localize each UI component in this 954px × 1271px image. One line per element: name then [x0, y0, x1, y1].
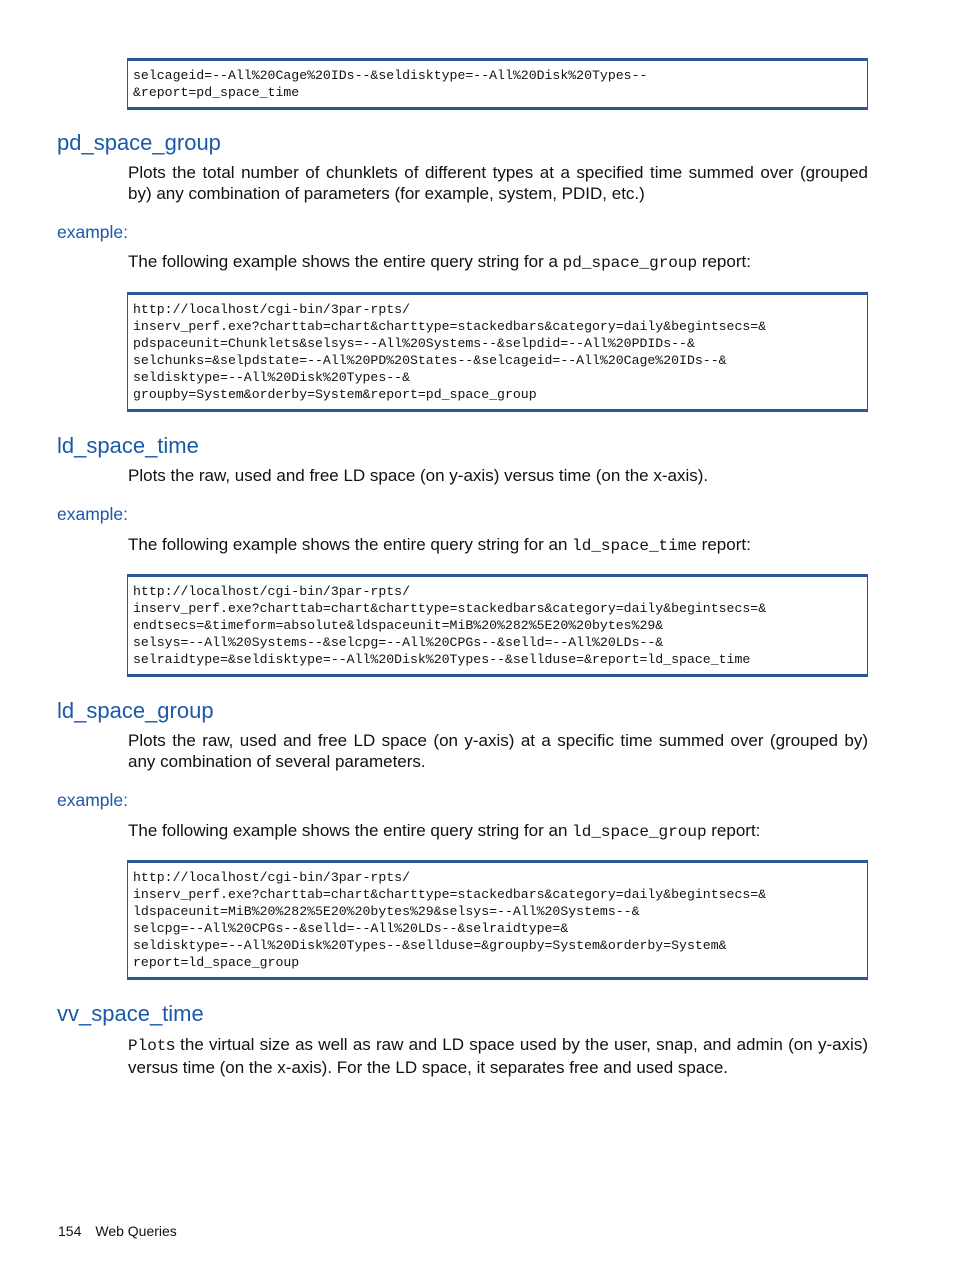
code-line: pdspaceunit=Chunklets&selsys=--All%20Systems--&selpdid=--All%20PDIDs--&: [133, 336, 695, 351]
section-heading-ld-space-time: ld_space_time: [57, 433, 199, 458]
section-heading-pd-space-group: pd_space_group: [57, 130, 221, 155]
description-code: Plot: [128, 1037, 167, 1055]
code-line: http://localhost/cgi-bin/3par-rpts/: [133, 302, 410, 317]
intro-code: ld_space_group: [572, 823, 707, 841]
section-description: Plots the total number of chunklets of different types at a specified time summed over (grouped by) any combination of parameters (for example, system, PDID, etc.): [128, 163, 868, 203]
intro-text: The following example shows the entire query string for a: [128, 252, 563, 271]
section-heading-ld-space-group: ld_space_group: [57, 698, 214, 723]
intro-text: The following example shows the entire query string for an: [128, 535, 573, 554]
code-line: selchunks=&selpdstate=--All%20PD%20States--&selcageid=--All%20Cage%20IDs--&: [133, 353, 727, 368]
code-block-pd-space-time: [127, 58, 868, 110]
code-block-pd-space-group: [127, 292, 868, 412]
intro-text: The following example shows the entire query string for an: [128, 821, 573, 840]
page-footer: [58, 1223, 177, 1239]
section-description: Plots the raw, used and free LD space (on y-axis) versus time (on the x-axis).: [128, 466, 709, 485]
code-line: endtsecs=&timeform=absolute&ldspaceunit=MiB%20%282%5E20%20bytes%29&: [133, 618, 664, 633]
chapter-title: Web Queries: [95, 1223, 177, 1239]
code-line: groupby=System&orderby=System&report=pd_space_group: [133, 387, 537, 402]
example-heading: example:: [57, 504, 129, 524]
section-heading-vv-space-time: vv_space_time: [57, 1001, 204, 1026]
code-line: http://localhost/cgi-bin/3par-rpts/: [133, 584, 410, 599]
intro-text: report:: [696, 535, 751, 554]
intro-text: report:: [697, 252, 751, 271]
code-line: http://localhost/cgi-bin/3par-rpts/: [133, 870, 410, 885]
code-line: inserv_perf.exe?charttab=chart&charttype=stackedbars&category=daily&begintsecs=&: [133, 887, 767, 902]
code-line: &report=pd_space_time: [133, 85, 300, 100]
code-line: selsys=--All%20Systems--&selcpg=--All%20CPGs--&selld=--All%20LDs--&: [133, 635, 664, 650]
section-description: [128, 1034, 868, 1078]
code-line: ldspaceunit=MiB%20%282%5E20%20bytes%29&selsys=--All%20Systems--&: [133, 904, 640, 919]
code-line: selcageid=--All%20Cage%20IDs--&seldisktype=--All%20Disk%20Types--: [133, 68, 648, 83]
intro-code: ld_space_time: [572, 537, 697, 555]
section-description: Plots the raw, used and free LD space (on y-axis) at a specific time summed over (grouped by) any combination of several parameters.: [128, 731, 868, 771]
example-intro: [128, 820, 868, 843]
example-intro: [128, 251, 868, 274]
code-line: selraidtype=&seldisktype=--All%20Disk%20Types--&sellduse=&report=ld_space_time: [133, 652, 751, 667]
example-heading: example:: [57, 790, 129, 810]
code-line: inserv_perf.exe?charttab=chart&charttype=stackedbars&category=daily&begintsecs=&: [133, 601, 767, 616]
code-block-ld-space-time: [127, 574, 868, 677]
description-text: s the virtual size as well as raw and LD space used by the user, snap, and admin (on y-axis) versus time (on the x-axis). For the LD space, it separates free and used space.: [128, 1035, 868, 1077]
intro-text: report:: [706, 821, 761, 840]
intro-code: pd_space_group: [562, 254, 698, 272]
example-heading: example:: [57, 222, 129, 242]
code-line: selcpg=--All%20CPGs--&selld=--All%20LDs--&selraidtype=&: [133, 921, 569, 936]
code-line: seldisktype=--All%20Disk%20Types--&sellduse=&groupby=System&orderby=System&: [133, 938, 727, 953]
example-intro: [128, 534, 868, 557]
code-line: report=ld_space_group: [133, 955, 300, 970]
code-line: inserv_perf.exe?charttab=chart&charttype=stackedbars&category=daily&begintsecs=&: [133, 319, 767, 334]
code-line: seldisktype=--All%20Disk%20Types--&: [133, 370, 410, 385]
code-block-ld-space-group: [127, 860, 868, 980]
page-number: 154: [58, 1223, 82, 1239]
